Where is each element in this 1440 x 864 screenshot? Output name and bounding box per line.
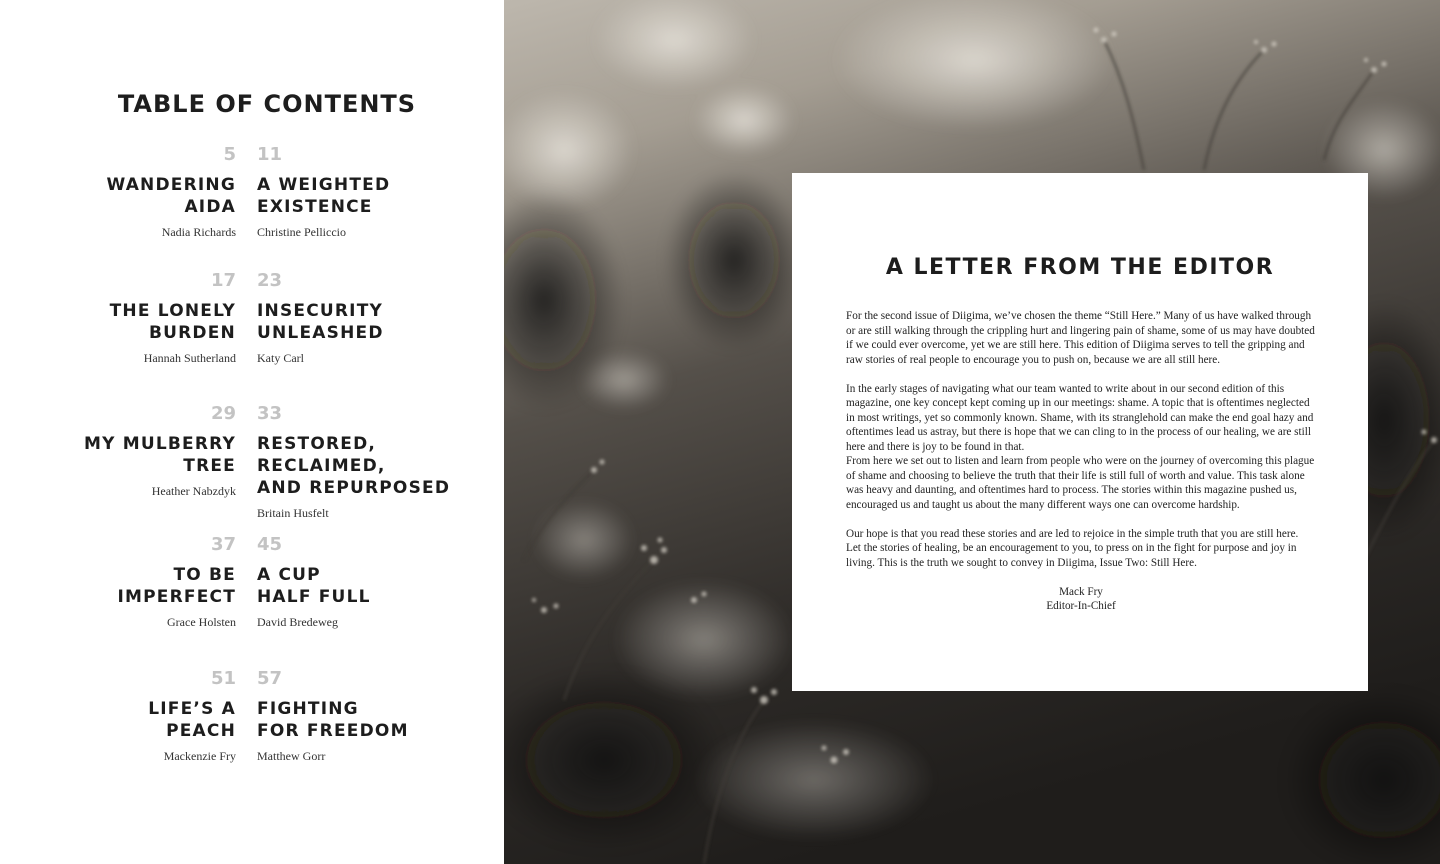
article-title: FIGHTING FOR FREEDOM xyxy=(257,699,409,741)
page-number: 37 xyxy=(210,534,236,555)
article-author: Mackenzie Fry xyxy=(163,749,236,763)
table-of-contents-page xyxy=(0,0,504,864)
editor-letter-card xyxy=(792,173,1368,691)
page-number: 51 xyxy=(210,668,236,689)
signature-name: Mack Fry xyxy=(1059,585,1103,598)
toc-entry[interactable] xyxy=(148,666,236,764)
signature-role: Editor-In-Chief xyxy=(1046,600,1116,612)
toc-entry[interactable] xyxy=(257,666,409,764)
toc-title: TABLE OF CONTENTS xyxy=(117,90,417,118)
article-title: MY MULBERRY TREE xyxy=(83,434,236,476)
page-number: 17 xyxy=(210,270,236,291)
article-title: LIFE’S A PEACH xyxy=(148,699,236,741)
article-title: RESTORED, RECLAIMED, AND REPURPOSED xyxy=(257,434,451,498)
toc-entry[interactable] xyxy=(117,532,236,630)
article-title: TO BE IMPERFECT xyxy=(117,565,236,607)
toc-entry[interactable] xyxy=(257,142,390,240)
article-author: Heather Nabzdyk xyxy=(151,484,236,498)
article-author: Katy Carl xyxy=(257,351,304,365)
article-title: A CUP HALF FULL xyxy=(257,565,371,607)
page-number: 33 xyxy=(257,403,283,424)
article-author: Hannah Sutherland xyxy=(143,351,236,365)
letter-paragraph: Our hope is that you read these stories and are led to rejoice in the simple truth that you are still here. Let the stories of healing, be an encouragement to you, to press on in the fight for purpose and joy in living. This is the truth we sought to convey in Diigima, Issue Two: Still Here. xyxy=(846,527,1299,569)
page-number: 29 xyxy=(210,403,236,424)
article-author: Nadia Richards xyxy=(161,225,236,239)
toc-entry[interactable] xyxy=(257,401,504,521)
article-title: WANDERING AIDA xyxy=(106,175,236,217)
letter-title: A LETTER FROM THE EDITOR xyxy=(885,255,1275,280)
letter-paragraph: For the second issue of Diigima, we’ve chosen the theme “Still Here.” Many of us have walked through or are still walking through the crippling hurt and lingering pain of shame, some of us may have doubted if we could ever overcome, yet we are still here. This edition of Diigima serves to tell the gripping and raw stories of real people to encourage you to push on, because we are all still here. xyxy=(846,310,1315,366)
toc-entry[interactable] xyxy=(257,268,384,366)
letter-paragraph: From here we set out to listen and learn from people who were on the journey of overcoming this plague of shame and choosing to believe the truth that their life is still full of worth and value. This task alone was heavy and daunting, and oftentimes hard to process. The stories within this magazine pushed us, encouraged us and taught us about the many different ways one can overcome hardship. xyxy=(846,455,1315,511)
article-author: David Bredeweg xyxy=(257,615,338,629)
letter-body xyxy=(846,309,1316,614)
toc-entry[interactable] xyxy=(107,142,237,240)
article-title: THE LONELY BURDEN xyxy=(109,301,236,343)
page-number: 57 xyxy=(257,668,283,689)
page-number: 45 xyxy=(257,534,283,555)
toc-entry[interactable] xyxy=(110,268,236,366)
page-number: 23 xyxy=(257,270,283,291)
page-number: 11 xyxy=(257,144,283,165)
article-author: Christine Pelliccio xyxy=(257,225,346,239)
letter-paragraph: In the early stages of navigating what our team wanted to write about in our second edition of this magazine, one key concept kept coming up in our meetings: shame. A topic that is oftentimes neglected in most writings, yet so commonly known. Shame, with its stranglehold can make the end goal hazy and oftentimes lead us astray, but there is hope that we can cling to in the process of our healing, we are still here and there is joy to be found in that. xyxy=(846,382,1314,453)
article-author: Grace Holsten xyxy=(167,615,236,629)
article-title: INSECURITY UNLEASHED xyxy=(257,301,384,343)
article-title: A WEIGHTED EXISTENCE xyxy=(257,175,391,217)
article-author: Matthew Gorr xyxy=(257,749,326,763)
page-number: 5 xyxy=(223,144,236,165)
toc-entry[interactable] xyxy=(84,401,236,499)
article-author: Britain Husfelt xyxy=(257,506,329,520)
toc-entry[interactable] xyxy=(257,532,371,630)
